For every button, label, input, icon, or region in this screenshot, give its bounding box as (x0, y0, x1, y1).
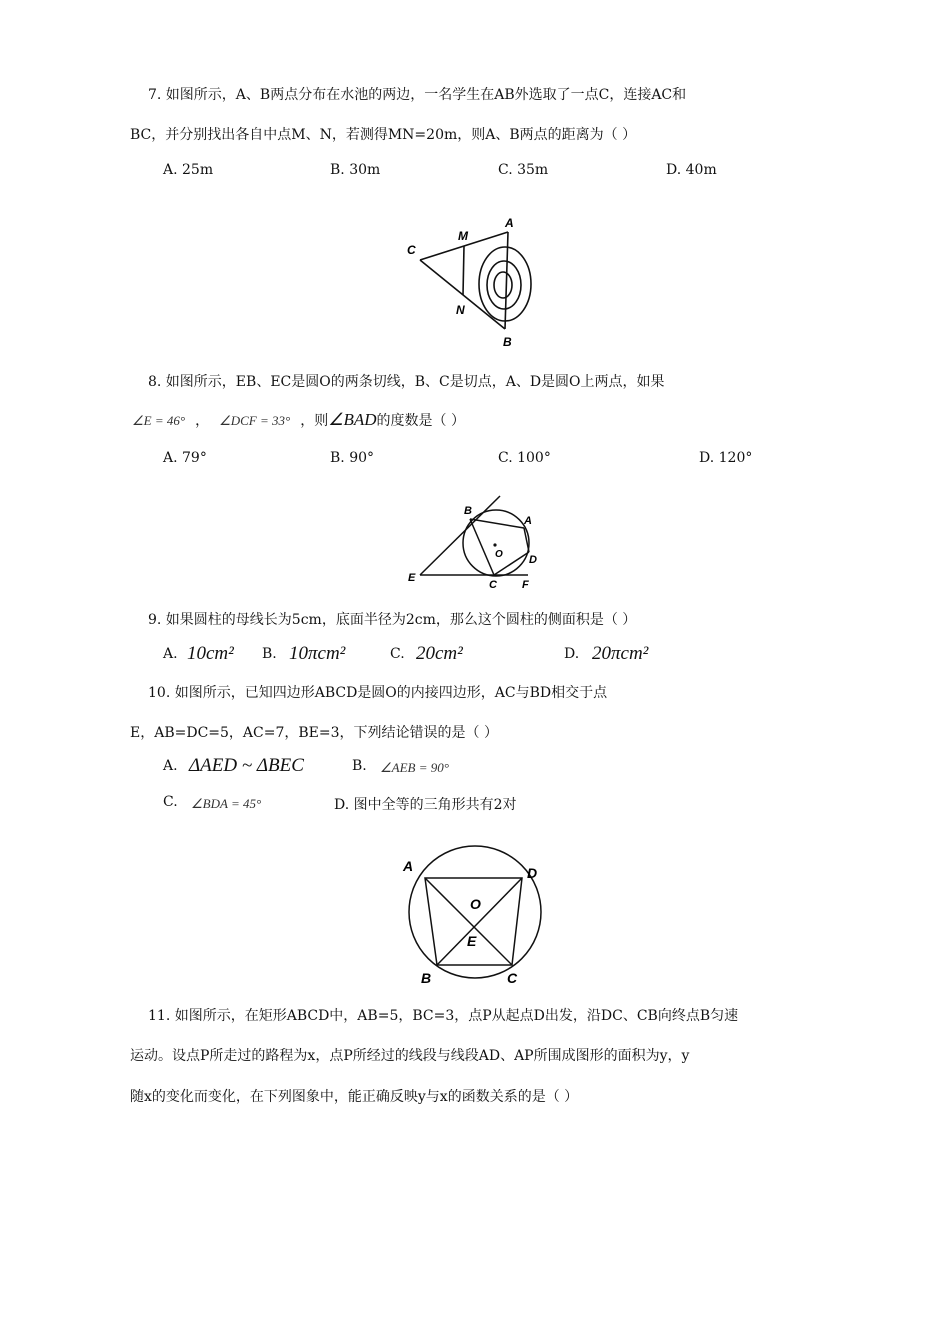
q10-line1: 10. 如图所示，已知四边形ABCD是圆O的内接四边形，AC与BD相交于点 (148, 685, 608, 701)
q10-label-a: A (403, 858, 414, 874)
q9-option-a-letter: A. (163, 646, 178, 662)
q10-option-b-letter: B. (352, 758, 367, 774)
q11-line3: 随x的变化而变化，在下列图象中，能正确反映y与x的函数关系的是（ ） (130, 1089, 579, 1105)
q10-figure (395, 845, 555, 985)
q8-label-b: B (464, 505, 472, 517)
q9-option-b-value: 10πcm² (289, 643, 346, 664)
q10-label-d: D (527, 865, 538, 881)
q11-line1: 11. 如图所示，在矩形ABCD中，AB=5，BC=3，点P从起点D出发，沿DC、CB向终点B匀速 (148, 1008, 739, 1024)
q8-tangent-eb (420, 496, 500, 575)
q10-diagonal-ac (425, 878, 512, 965)
q10-label-c: C (507, 970, 518, 985)
q7-label-b: B (503, 335, 512, 349)
q8-label-c: C (489, 579, 497, 591)
q8-figure (400, 492, 550, 592)
q9-option-c-value: 20cm² (416, 643, 463, 664)
q8-sep-1: ， (195, 413, 210, 429)
q8-target-angle: ∠BAD (328, 410, 377, 429)
q8-sep-2: ，则 (300, 413, 329, 429)
q7-option-c: C. 35m (498, 162, 549, 178)
q10-label-b: B (421, 970, 432, 985)
q8-condition-dcf: ∠DCF = 33° (219, 413, 291, 428)
q10-option-a-value: ΔAED ~ ΔBEC (189, 755, 304, 776)
q10-option-d: D. 图中全等的三角形共有2对 (334, 797, 517, 813)
q9-option-d-letter: D. (564, 646, 580, 662)
q7-option-a: A. 25m (163, 162, 214, 178)
q8-line2 (132, 410, 465, 430)
q9-option-a-value: 10cm² (187, 643, 234, 664)
q10-label-e: E (467, 933, 477, 949)
q7-option-b: B. 30m (330, 162, 381, 178)
q7-pool-inner (494, 272, 512, 298)
q8-tail: 的度数是（ ） (376, 413, 465, 429)
q8-label-e: E (408, 572, 416, 584)
q10-quadrilateral-abcd (425, 878, 522, 965)
q7-label-a: A (505, 216, 514, 230)
q10-option-c-letter: C. (163, 794, 178, 810)
q9-option-c-letter: C. (390, 646, 405, 662)
q7-label-n: N (456, 303, 465, 317)
q10-option-a-letter: A. (163, 758, 178, 774)
q8-option-c: C. 100° (498, 450, 551, 466)
q8-line1: 8. 如图所示，EB、EC是圆O的两条切线，B、C是切点，A、D是圆O上两点，如果 (148, 374, 665, 390)
q7-figure (405, 212, 555, 352)
q7-label-m: M (458, 229, 468, 243)
q10-option-b-value: ∠AEB = 90° (380, 760, 449, 775)
q10-diagonal-bd (437, 878, 522, 965)
q8-label-d: D (529, 554, 537, 566)
q7-pool-middle (487, 261, 521, 309)
q10-circle-o (409, 846, 541, 978)
q8-label-a: A (524, 515, 532, 527)
q7-line1: 7. 如图所示，A、B两点分布在水池的两边，一名学生在AB外选取了一点C，连接AC和 (148, 87, 687, 103)
q10-label-o: O (470, 896, 481, 912)
q8-option-b: B. 90° (330, 450, 375, 466)
q8-option-a: A. 79° (163, 450, 207, 466)
q8-label-f: F (522, 579, 529, 591)
q7-line-mn (463, 246, 464, 295)
q7-label-c: C (407, 243, 416, 257)
q7-option-d: D. 40m (666, 162, 717, 178)
q8-chord-ba (470, 519, 524, 528)
q8-label-o: O (495, 549, 503, 560)
q7-line2: BC，并分别找出各自中点M、N，若测得MN=20m，则A、B两点的距离为（ ） (130, 127, 637, 143)
q9-option-b-letter: B. (262, 646, 277, 662)
q11-line2: 运动。设点P所走过的路程为x，点P所经过的线段与线段AD、AP所围成图形的面积为y，y (130, 1048, 690, 1064)
q8-center-dot (493, 543, 496, 546)
q8-option-d: D. 120° (699, 450, 753, 466)
q9-option-d-value: 20πcm² (592, 643, 649, 664)
q10-line2: E，AB=DC=5，AC=7，BE=3，下列结论错误的是（ ） (130, 725, 498, 741)
q10-option-c-value: ∠BDA = 45° (191, 796, 262, 811)
q8-condition-e: ∠E = 46° (132, 413, 186, 428)
q9-line1: 9. 如果圆柱的母线长为5cm，底面半径为2cm，那么这个圆柱的侧面积是（ ） (148, 612, 637, 628)
